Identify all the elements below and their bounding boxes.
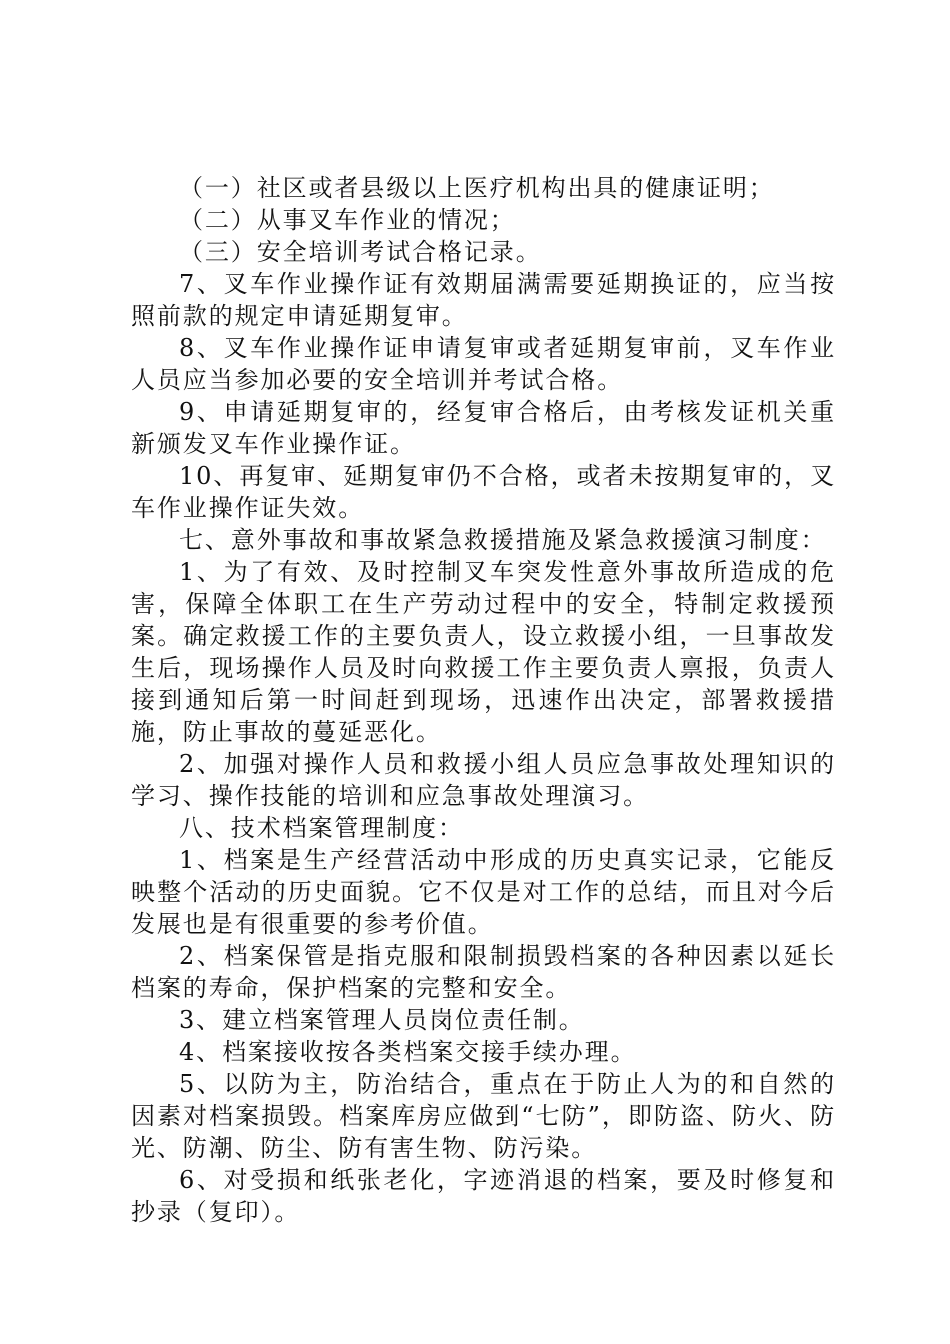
section-heading-archive-management: 八、技术档案管理制度： xyxy=(179,814,464,842)
paragraph-training-record: （三）安全培训考试合格记录。 xyxy=(179,238,542,266)
paragraph-rescue-1: 1、为了有效、及时控制叉车突发性意外事故所造成的危害，保障全体职工在生产劳动过程中的安全，特制定救援预案。确定救援工作的主要负责人，设立救援小组，一旦事故发生后，现场操作人员及时向救援工作主要负责人禀报，负责人接到通知后第一时间赶到现场，迅速作出决定，部署救援措施，防止事故的蔓延恶化。 xyxy=(131,558,836,746)
paragraph-item-9: 9、申请延期复审的，经复审合格后，由考核发证机关重新颁发叉车作业操作证。 xyxy=(131,398,836,458)
paragraph-archive-6: 6、对受损和纸张老化，字迹消退的档案，要及时修复和抄录（复印）。 xyxy=(131,1166,836,1226)
paragraph-health-certificate: （一）社区或者县级以上医疗机构出具的健康证明； xyxy=(179,174,775,202)
paragraph-archive-3: 3、建立档案管理人员岗位责任制。 xyxy=(179,1006,585,1034)
paragraph-item-8: 8、叉车作业操作证申请复审或者延期复审前，叉车作业人员应当参加必要的安全培训并考试合格。 xyxy=(131,334,836,394)
document-body xyxy=(131,172,836,1228)
paragraph-item-10: 10、再复审、延期复审仍不合格，或者未按期复审的，叉车作业操作证失效。 xyxy=(131,462,836,522)
section-heading-emergency-rescue: 七、意外事故和事故紧急救援措施及紧急救援演习制度： xyxy=(179,526,827,554)
paragraph-archive-5: 5、以防为主，防治结合，重点在于防止人为的和自然的因素对档案损毁。档案库房应做到“七防”，即防盗、防火、防光、防潮、防尘、防有害生物、防污染。 xyxy=(131,1070,836,1162)
paragraph-archive-4: 4、档案接收按各类档案交接手续办理。 xyxy=(179,1038,637,1066)
paragraph-archive-1: 1、档案是生产经营活动中形成的历史真实记录，它能反映整个活动的历史面貌。它不仅是对工作的总结，而且对今后发展也是有很重要的参考价值。 xyxy=(131,846,836,938)
paragraph-rescue-2: 2、加强对操作人员和救援小组人员应急事故处理知识的学习、操作技能的培训和应急事故处理演习。 xyxy=(131,750,836,810)
paragraph-work-history: （二）从事叉车作业的情况； xyxy=(179,206,516,234)
paragraph-archive-2: 2、档案保管是指克服和限制损毁档案的各种因素以延长档案的寿命，保护档案的完整和安全。 xyxy=(131,942,836,1002)
paragraph-item-7: 7、叉车作业操作证有效期届满需要延期换证的，应当按照前款的规定申请延期复审。 xyxy=(131,270,836,330)
